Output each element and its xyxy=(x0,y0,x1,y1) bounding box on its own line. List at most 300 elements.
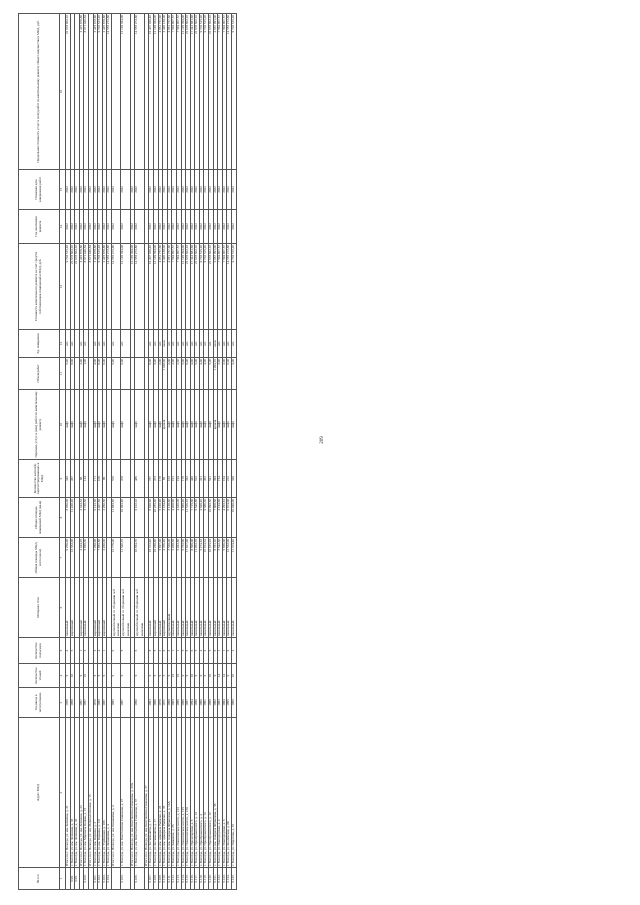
cell-fl: 10 xyxy=(84,664,89,688)
cell-area: 4 706,20 xyxy=(163,538,168,578)
cell-lim xyxy=(111,14,120,170)
column-number: 9 xyxy=(60,460,66,498)
cell-n: 6.111. xyxy=(167,868,172,890)
cell-addr: Итого по г. Вологда, ул. им. Конышева, д. 4 xyxy=(111,718,120,868)
cell-pd: 4 xyxy=(66,638,71,664)
cell-mat: панельный xyxy=(181,578,186,638)
cell-y2: 2022 xyxy=(79,170,84,210)
cell-y: 2022 xyxy=(204,210,209,244)
cell-fl: 9 xyxy=(149,664,154,688)
cell-y: 2022 xyxy=(190,210,195,244)
cell-year: 1993 xyxy=(149,688,154,718)
cell-n: 6.107. xyxy=(149,868,154,890)
column-header: Адрес МКД xyxy=(19,718,60,868)
cell-work: лифт xyxy=(102,390,107,460)
cell-unit: кв.м xyxy=(163,330,168,358)
cell-lim: 9 703 515,20 xyxy=(204,14,209,170)
cell-ppl: 154 xyxy=(218,460,223,498)
cell-area: 16 372,40 xyxy=(149,538,154,578)
cell-mat: кирпичный xyxy=(93,578,98,638)
cell-vol: 4,00 xyxy=(232,358,237,390)
cell-work: лифт xyxy=(186,390,191,460)
cell-cost: 17 342 881,68 xyxy=(190,244,195,330)
cell-unit: шт. xyxy=(79,330,84,358)
cell-unit: шт. xyxy=(167,330,172,358)
cell-parea: 4 408,90 xyxy=(172,498,177,538)
cell-addr: г. Вологда, ул. Преображенского, д. 12 xyxy=(209,718,214,868)
cell-unit: шт. xyxy=(111,330,120,358)
cell-n: 6.99. xyxy=(75,868,80,890)
cell-y2: 2022 xyxy=(172,170,177,210)
cell-year: 1987 xyxy=(121,688,130,718)
cell-work: лифт xyxy=(79,390,84,460)
cell-pd: 5 xyxy=(93,638,98,664)
cell-addr: г. Вологда, ул. им. Зеленина, д. 33 xyxy=(70,718,75,868)
cell-y2: 2022 xyxy=(93,170,98,210)
cell-y: 2022 xyxy=(149,210,154,244)
cell-pd: 4 xyxy=(98,638,103,664)
cell-lim: 21 678 602,10 xyxy=(186,14,191,170)
cell-unit: шт. xyxy=(199,330,204,358)
cell-area: 10 654,70 xyxy=(135,538,144,578)
cell-addr: г. Вологда, ул. им. Корнева, д. 131 xyxy=(98,718,103,868)
cell-year: 1983 xyxy=(172,688,177,718)
cell-fl: 14 xyxy=(222,664,227,688)
column-header: № п/п xyxy=(19,868,60,890)
cell-unit: шт. xyxy=(181,330,186,358)
cell-lim: 12 129 394,00 xyxy=(153,14,158,170)
cell-unit: шт. xyxy=(172,330,177,358)
cell-cost: 9 703 515,20 xyxy=(204,244,209,330)
cell-year: 1985 xyxy=(111,688,120,718)
cell-vol: 8,00 xyxy=(98,358,103,390)
column-number: 7 xyxy=(60,538,66,578)
cell-pd: 5 xyxy=(181,638,186,664)
cell-unit: шт. xyxy=(66,330,71,358)
cell-vol: 6,00 xyxy=(102,358,107,390)
cell-pd: 1 xyxy=(172,638,177,664)
cell-ppl: 512 xyxy=(195,460,200,498)
cell-area: 5 274,62 xyxy=(199,538,204,578)
cell-lim: 21 678 602,10 xyxy=(66,14,71,170)
cell-area: 8 781,10 xyxy=(213,538,218,578)
cell-n: 6.105. xyxy=(121,868,130,890)
cell-area: 7 268,00 xyxy=(93,538,98,578)
cell-unit: шт. xyxy=(102,330,107,358)
cell-mat: панельный xyxy=(176,578,181,638)
cell-unit: шт. xyxy=(222,330,227,358)
cell-parea: 8 050,00 xyxy=(66,498,71,538)
cell-cost: 21 678 602,10 xyxy=(195,244,200,330)
cell-ppl: 521 xyxy=(209,460,214,498)
column-number: 5 xyxy=(60,638,66,664)
cell-ppl: 102 xyxy=(167,460,172,498)
cell-n: 6.101. xyxy=(93,868,98,890)
column-number: 4 xyxy=(60,664,66,688)
cell-y: 2022 xyxy=(102,210,107,244)
cell-vol: 9,00 xyxy=(186,358,191,390)
cell-pd: 4 xyxy=(199,638,204,664)
cell-work: лифт xyxy=(195,390,200,460)
cell-area: 5 463,80 xyxy=(176,538,181,578)
cell-addr: Итого по г. Вологда, ул. им. Зеленина, д. 33 xyxy=(79,718,84,868)
cell-area: 9 763,90 xyxy=(181,538,186,578)
cell-parea: 3 184,40 xyxy=(163,498,168,538)
column-number: 3 xyxy=(60,688,66,718)
cell-addr: г. Вологда, ул. им. Константина Симонова, д. 37 xyxy=(135,718,144,868)
cell-year: 1999 xyxy=(70,688,75,718)
cell-fl: 9 xyxy=(158,664,163,688)
cell-ppl: 171 xyxy=(93,460,98,498)
cell-year: 1991 xyxy=(204,688,209,718)
cell-n: 6.100. xyxy=(84,868,89,890)
cell-y: 2022 xyxy=(66,210,71,244)
cell-year: 1959 xyxy=(66,688,71,718)
cell-parea: 11 516,10 xyxy=(186,498,191,538)
cell-unit: шт. xyxy=(227,330,232,358)
cell-vol: 5,00 xyxy=(153,358,158,390)
cell-y2: 2022 xyxy=(218,170,223,210)
cell-n: 6.115. xyxy=(186,868,191,890)
cell-cost: 21 678 602,10 xyxy=(186,244,191,330)
cell-n: 6.103. xyxy=(102,868,107,890)
cell-ppl: 767 xyxy=(149,460,154,498)
cell-addr: г. Вологда, ул. Турбинная, д. 186 xyxy=(102,718,107,868)
cell-vol: 5,00 xyxy=(181,358,186,390)
cell-area: 5 542,30 xyxy=(218,538,223,578)
cell-cost: 21 678 602,10 xyxy=(75,244,80,330)
cell-y2: 2022 xyxy=(98,170,103,210)
cell-parea: 2 260,50 xyxy=(102,498,107,538)
cell-cost: 2 425 878,80 xyxy=(93,244,98,330)
cell-y: 2022 xyxy=(213,210,218,244)
cell-vol: 5,00 xyxy=(209,358,214,390)
cell-cost: 12 129 394,00 xyxy=(130,244,135,330)
cell-addr: Итого по г. Вологда, ул. им. Константина Симонова, д. 37 xyxy=(144,718,149,868)
cell-cost: 8 671 440,84 xyxy=(88,244,93,330)
cell-y: 2022 xyxy=(84,210,89,244)
cell-mat: панельный xyxy=(213,578,218,638)
cell-work: лифт xyxy=(70,390,75,460)
cell-y: 2022 xyxy=(107,210,112,244)
cell-work: лифт xyxy=(176,390,181,460)
cell-y2: 2022 xyxy=(232,170,237,210)
cell-cost: 9 703 515,20 xyxy=(66,244,71,330)
cell-area: 10 914,32 xyxy=(204,538,209,578)
cell-parea: 6 123,30 xyxy=(93,498,98,538)
cell-cost: 2 425 878,80 xyxy=(102,244,107,330)
cell-year: 1989 xyxy=(209,688,214,718)
column-number: 15 xyxy=(60,170,66,210)
cell-area: 9 256,00 xyxy=(66,538,71,578)
cell-vol: 5,00 xyxy=(66,358,71,390)
cell-addr: г. Вологда, ул. им. Корнева, д. 3 xyxy=(93,718,98,868)
cell-year: 1971 xyxy=(163,688,168,718)
cell-addr: г. Вологда, ул. Пирогова, д. 10 xyxy=(232,718,237,868)
cell-work: лифт xyxy=(167,390,172,460)
cell-addr: г. Вологда, ул. Новгородская, д. 6 xyxy=(222,718,227,868)
cell-fl: 9 xyxy=(79,664,84,688)
cell-parea: 11 420,20 xyxy=(70,498,75,538)
cell-lim: 2 425 878,80 xyxy=(93,14,98,170)
cell-year: 1978 xyxy=(158,688,163,718)
cell-year: 1996 xyxy=(181,688,186,718)
column-number: 10 xyxy=(60,390,66,460)
cell-parea: 4 420,00 xyxy=(176,498,181,538)
cell-fl: 14 xyxy=(218,664,223,688)
cell-vol: 2,00 xyxy=(158,358,163,390)
cell-y2: 2022 xyxy=(84,170,89,210)
table-row xyxy=(135,14,144,890)
cell-year: 1990 xyxy=(199,688,204,718)
cell-parea: 7 808,60 xyxy=(213,498,218,538)
cell-work: лифт xyxy=(172,390,177,460)
cell-ppl: 164 xyxy=(222,460,227,498)
cell-lim: 17 342 881,68 xyxy=(190,14,195,170)
cell-lim: 2 420 138,00 xyxy=(163,14,168,170)
cell-addr: г. Вологда, ул. им. Маршала Конева, д. 15 xyxy=(84,718,89,868)
cell-ppl: 478 xyxy=(121,460,130,498)
cell-year: 1998 xyxy=(167,688,172,718)
cell-unit: шт. xyxy=(195,330,200,358)
cell-unit: шт. xyxy=(158,330,163,358)
cell-y2: 2022 xyxy=(130,170,135,210)
cell-addr: Итого по г. Вологда, ул. им. Маршала Конева, д. 15 xyxy=(88,718,93,868)
cell-y: 2022 xyxy=(130,210,135,244)
cell-work: лифт xyxy=(153,390,158,460)
cell-lim: 14 555 272,80 xyxy=(227,14,232,170)
cell-pd: 5 xyxy=(153,638,158,664)
cell-mat: крупноблочный со сборными ж/б каналами xyxy=(135,578,144,638)
column-number: 11 xyxy=(60,358,66,390)
cell-mat: панельный xyxy=(149,578,154,638)
cell-addr: г. Вологда, ул. им. адмирала Рыбалко, д. 23 xyxy=(158,718,163,868)
column-header: Количество подъездов xyxy=(19,638,60,664)
rotated-table-container xyxy=(18,14,622,890)
cell-work: кровля xyxy=(213,390,218,460)
cell-vol: 4,00 xyxy=(190,358,195,390)
cell-year: 1970 xyxy=(93,688,98,718)
cell-mat: панельный xyxy=(186,578,191,638)
cell-pd: 4 xyxy=(204,638,209,664)
cell-work: лифт xyxy=(218,390,223,460)
cell-fl: 9 xyxy=(98,664,103,688)
cell-y: 2022 xyxy=(199,210,204,244)
cell-cost: 19 407 030,40 xyxy=(149,244,154,330)
cell-mat: панельный xyxy=(232,578,237,638)
cell-n: 6.117. xyxy=(195,868,200,890)
cell-y2: 2022 xyxy=(209,170,214,210)
cell-n: 6.114. xyxy=(181,868,186,890)
cell-lim: 4 851 757,60 xyxy=(158,14,163,170)
cell-y2: 2022 xyxy=(158,170,163,210)
cell-fl: 10 xyxy=(70,664,75,688)
cell-work: лифт xyxy=(204,390,209,460)
cell-area: 5 656,00 xyxy=(222,538,227,578)
cell-vol: 4,00 xyxy=(199,358,204,390)
table-row xyxy=(232,14,237,890)
cell-pd: 1 xyxy=(222,638,227,664)
cell-addr: г. Вологда, ул. им. генерала Шумилова, д. 58 xyxy=(213,718,218,868)
cell-parea: 9 586,30 xyxy=(204,498,209,538)
cell-vol: 5,00 xyxy=(195,358,200,390)
cell-work: лифт xyxy=(98,390,103,460)
cell-parea: 9 646,50 xyxy=(195,498,200,538)
cell-parea: 9 628,60 xyxy=(149,498,154,538)
cell-addr: г. Вологда, ул. Пошехонское шоссе, д. 123 xyxy=(176,718,181,868)
cell-year: 1990 xyxy=(135,688,144,718)
cell-vol: 8,00 xyxy=(70,358,75,390)
cell-area: 17 817,00 xyxy=(186,538,191,578)
column-header: Перечень услуг и (или) работ по капитальному ремонту xyxy=(19,390,60,460)
cell-addr: г. Вологда, ул. Конышева, д. 4 xyxy=(107,718,112,868)
cell-fl: 9 xyxy=(102,664,107,688)
cell-n: 6.125. xyxy=(232,868,237,890)
cell-mat: кирпичный xyxy=(153,578,158,638)
cell-addr: г. Вологда, ул. Козлёнская, д. 8Б xyxy=(227,718,232,868)
cell-parea: 5 730,30 xyxy=(84,498,89,538)
cell-parea: 4 407,50 xyxy=(98,498,103,538)
cell-work: лифт xyxy=(93,390,98,460)
cell-area: 11 053,70 xyxy=(195,538,200,578)
cell-fl: 10 xyxy=(209,664,214,688)
cell-cost: 7 594 907,57 xyxy=(222,244,227,330)
cell-unit: кв.м xyxy=(213,330,218,358)
cell-ppl: 179 xyxy=(181,460,186,498)
cell-parea: 2 344,53 xyxy=(79,498,84,538)
cell-mat: кирпичный xyxy=(98,578,103,638)
cell-mat: панельный xyxy=(204,578,209,638)
cell-y2: 2022 xyxy=(213,170,218,210)
cell-n: 6.106. xyxy=(135,868,144,890)
cell-addr: г. Вологда, ул. им. Зеленина, д. 33 xyxy=(75,718,80,868)
cell-n: 6.108. xyxy=(153,868,158,890)
cell-y: 2022 xyxy=(176,210,181,244)
cell-y: 2022 xyxy=(98,210,103,244)
cell-addr: г. Вологда, ул. им. генерала Шумилова, д. 12А xyxy=(167,718,172,868)
cell-n: 6.98. xyxy=(70,868,75,890)
cell-fl: 9 xyxy=(195,664,200,688)
cell-y2: 2022 xyxy=(66,170,71,210)
cell-vol: 1,00 xyxy=(84,358,89,390)
cell-fl: 9 xyxy=(66,664,71,688)
cell-vol: 6,00 xyxy=(227,358,232,390)
cell-fl: 9 xyxy=(135,664,144,688)
cell-ppl: 446 xyxy=(190,460,195,498)
cell-addr: Итого по г. Вологда, ул. им. Зеленина, д. 31 xyxy=(66,718,71,868)
cell-vol: 2,00 xyxy=(176,358,181,390)
cell-ppl: 486 xyxy=(135,460,144,498)
cell-y2: 2022 xyxy=(70,170,75,210)
cell-y2: 2022 xyxy=(227,170,232,210)
cell-ppl: 452 xyxy=(204,460,209,498)
cell-fl: 9 xyxy=(186,664,191,688)
cell-unit xyxy=(135,330,144,358)
column-number: 14 xyxy=(60,210,66,244)
cell-parea: 10 063,90 xyxy=(121,498,130,538)
cell-work: лифт xyxy=(111,390,120,460)
cell-area: 7 865,50 xyxy=(98,538,103,578)
cell-pd: 8 xyxy=(149,638,154,664)
cell-cost: 9 703 515,20 xyxy=(98,244,103,330)
cell-year: 1986 xyxy=(153,688,158,718)
cell-work: лифт xyxy=(84,390,89,460)
cell-pd: 6 xyxy=(163,638,168,664)
cell-lim: 12 129 394,00 xyxy=(121,14,130,170)
cell-parea: 11 983,50 xyxy=(111,498,120,538)
cell-cost: 2 420 138,00 xyxy=(163,244,168,330)
cell-y: 2022 xyxy=(181,210,186,244)
cell-year: 1986 xyxy=(98,688,103,718)
cell-y2: 2022 xyxy=(176,170,181,210)
cell-y: 2022 xyxy=(75,210,80,244)
cell-y: 2022 xyxy=(172,210,177,244)
cell-lim: 9 703 515,20 xyxy=(232,14,237,170)
cell-n: 6.109. xyxy=(158,868,163,890)
cell-vol: 8,00 xyxy=(149,358,154,390)
cell-lim: 4 851 757,60 xyxy=(167,14,172,170)
cell-work: лифт xyxy=(209,390,214,460)
cell-pd: 6 xyxy=(135,638,144,664)
cell-area: 3 538,00 xyxy=(167,538,172,578)
cell-y2: 2022 xyxy=(186,170,191,210)
cell-cost: 4 851 757,60 xyxy=(158,244,163,330)
cell-y: 2022 xyxy=(135,210,144,244)
cell-mat: крупноблочный со сборными ж/б каналами xyxy=(121,578,130,638)
cell-y2: 2022 xyxy=(199,170,204,210)
cell-mat: панельный xyxy=(218,578,223,638)
cell-fl: 9 xyxy=(181,664,186,688)
cell-cost: 2 657 091,00 xyxy=(213,244,218,330)
cell-cost: 9 703 515,20 xyxy=(199,244,204,330)
cell-parea: 4 293,61 xyxy=(222,498,227,538)
cell-unit: шт. xyxy=(186,330,191,358)
cell-mat: панельный xyxy=(209,578,214,638)
cell-work: лифт xyxy=(135,390,144,460)
cell-work: лифт xyxy=(66,390,71,460)
cell-year: 1994 xyxy=(190,688,195,718)
cell-cost: 9 703 515,20 xyxy=(232,244,237,330)
cell-lim: 2 425 878,80 xyxy=(79,14,84,170)
cell-lim: 14 555 272,80 xyxy=(107,14,112,170)
cell-cost: 12 129 394,00 xyxy=(121,244,130,330)
cell-y2: 2022 xyxy=(195,170,200,210)
cell-pd: 6 xyxy=(213,638,218,664)
cell-fl: 9 xyxy=(153,664,158,688)
cell-n: 6.102. xyxy=(98,868,103,890)
cell-ppl: 191 xyxy=(172,460,177,498)
cell-vol: 6,00 xyxy=(121,358,130,390)
column-number: 1 xyxy=(60,868,66,890)
cell-year: 1987 xyxy=(102,688,107,718)
cell-work: лифт xyxy=(149,390,154,460)
cell-y: 2022 xyxy=(70,210,75,244)
cell-y2: 2022 xyxy=(163,170,168,210)
cell-y2: 2022 xyxy=(121,170,130,210)
cell-addr: г. Вологда, ул. Преображенского, д. 4 xyxy=(199,718,204,868)
cell-parea: 4 948,40 xyxy=(199,498,204,538)
cell-unit: шт. xyxy=(204,330,209,358)
cell-y: 2022 xyxy=(163,210,168,244)
cell-parea: 4 194,60 xyxy=(218,498,223,538)
cell-n: 6.110. xyxy=(163,868,168,890)
cell-parea: 5 018,90 xyxy=(158,498,163,538)
cell-cost: 12 129 394,00 xyxy=(181,244,186,330)
column-header: Количество жителей, зарегистрированных в МКД xyxy=(19,460,60,498)
cell-area: 2 450,00 xyxy=(102,538,107,578)
cell-cost: 7 594 907,57 xyxy=(218,244,223,330)
column-header: Ед. измерения xyxy=(19,330,60,358)
